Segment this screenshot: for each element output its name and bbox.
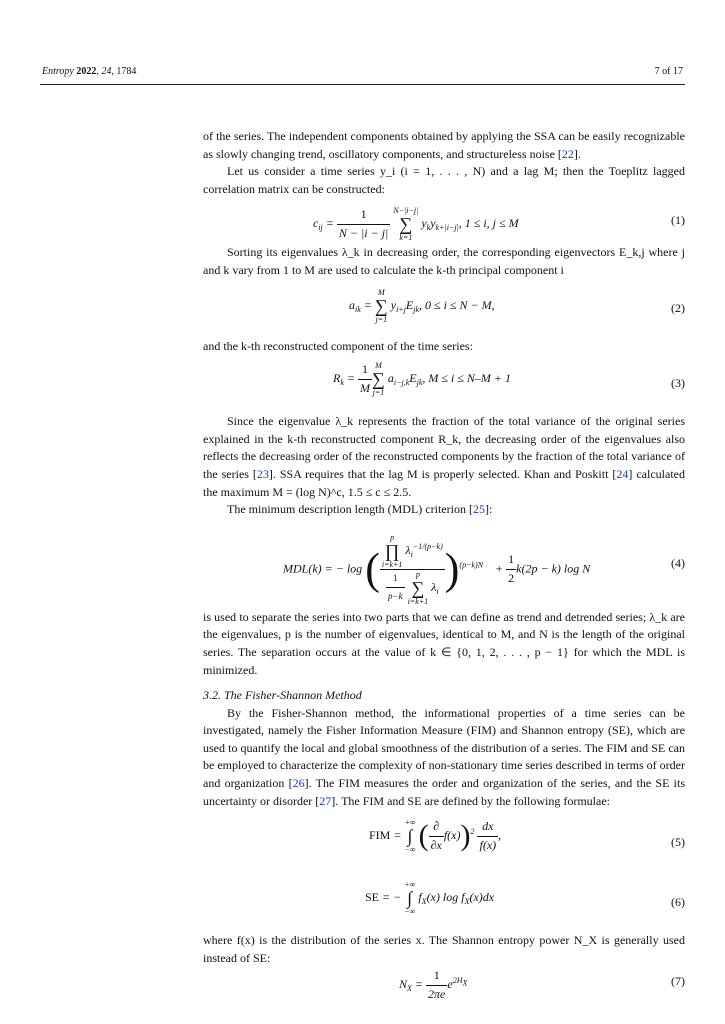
equation-number: (4) — [671, 555, 685, 570]
article-number: 1784 — [116, 66, 137, 77]
citation-link[interactable]: 22 — [561, 146, 574, 161]
paragraph-eigenvalues: Sorting its eigenvalues λ_k in decreasing order, the corresponding eigenvectors E_k,j where j and k vary from 1 to M are used to calculate the k-th principal component i — [203, 245, 685, 277]
citation-link[interactable]: 24 — [616, 466, 629, 481]
paragraph-entropy-power: where f(x) is the distribution of the series x. The Shannon entropy power N_X is generally used instead of SE: — [203, 933, 685, 965]
section-title: 3.2. The Fisher-Shannon Method — [203, 688, 362, 703]
citation-link[interactable]: 23 — [256, 466, 269, 481]
citation-link[interactable]: 25 — [472, 502, 485, 517]
equation-3: $R_k$ = $\frac{1}{M}$ M ∑ j=1 $a_{i-j,k}E_{jk}$, M ≤ i ≤ N–M + 1 (3) — [333, 361, 685, 398]
equation-5: FIM = +∞ ∫ −∞ ( $\frac{\partial}{\partial x}$ f(x))$^2$ $\frac{dx}{f(x)}$ , (5) — [369, 818, 685, 855]
paragraph-reconstructed: and the k-th reconstructed component of the time series: — [203, 338, 473, 353]
equation-number: (1) — [671, 213, 685, 228]
paragraph-variance: Since the eigenvalue λ_k represents the fraction of the total variance of the original series explained in the k-th reconstructed component R_k, the decreasing order of the eigenvalues also reflects the decreasing order of the reconstructed components by the fraction of the total variance of the series [23]. SSA requires that the lag M is properly selected. Khan and Poskitt [24] calculated the maximum M = (log N)^c, 1.5 ≤ c ≤ 2.5. — [203, 414, 685, 499]
equation-7: $N_X$ = $\frac{1}{2\pi e}$ $e^{2H_X}$ (7) — [399, 968, 685, 1002]
running-header — [40, 66, 685, 85]
journal-volume: 24 — [101, 66, 112, 77]
paragraph-mdl-intro: The minimum description length (MDL) criterion [25]: — [227, 502, 493, 517]
citation-link[interactable]: 26 — [292, 776, 305, 791]
paragraph-fisher-shannon: By the Fisher-Shannon method, the informational properties of a time series can be investigated, namely the Fisher Information Measure (FIM) and Shannon entropy (SE), which are used to quantify the local and global smoothness of the distribution of a series. The FIM and SE can be employed to characterize the complexity of non-stationary time series described in terms of order and organization [26]. The FIM measures the order and organization of the series, and the SE its uncertainty or disorder [27]. The FIM and SE are defined by the following formulae: — [203, 705, 685, 808]
equation-number: (2) — [671, 300, 685, 315]
equation-2: $a_{ik}$ = M ∑ j=1 $y_{i+j}E_{jk}$, 0 ≤ i ≤ N − M, (2) — [349, 287, 685, 324]
article-body — [203, 128, 685, 1001]
equation-number: (6) — [671, 895, 685, 910]
paragraph-mdl-separation: is used to separate the series into two parts that we can define as trend and detrended series; λ_k are the eigenvalues, p is the number of eigenvalues, identical to M, and N is the length of the original series. The separation occurs at the value of k ∈ {0, 1, 2, . . . , p − 1} for which the MDL is minimized. — [203, 609, 685, 677]
journal-name: Entropy — [42, 66, 74, 77]
equation-number: (3) — [671, 376, 685, 391]
equation-1: $c_{ij}$ = $\frac{1}{N - |i - j|}$ N−|i−j| ∑ k=1 $y_ky_{k+|i-j|}$, 1 ≤ i, j ≤ M (1) — [313, 206, 685, 243]
paragraph-time-series: Let us consider a time series y_i (i = 1, . . . , N) and a lag M; then the Toeplitz lagged correlation matrix can be constructed: — [203, 164, 685, 196]
journal-year: 2022 — [76, 66, 97, 77]
equation-number: (7) — [671, 974, 685, 989]
citation-link[interactable]: 27 — [319, 793, 332, 808]
equation-number: (5) — [671, 835, 685, 850]
page-number: 7 of 17 — [654, 66, 683, 77]
equation-4: MDL(k) = − log ( p ∏ i=k+1 $\lambda_i^{-1/(p-k)}$ $\frac{1}{p-k}$ p ∑ i=k+1 $\lambda_i$ )$^{(p-k)N}$ + $\frac{1}{2}$ k(2p − k) log N (4) — [283, 532, 685, 606]
journal-citation: Entropy 2022, 24, 1784 — [42, 66, 137, 77]
equation-6: SE = − +∞ ∫ −∞ $f_X(x)$ $\log f_X(x)dx$ (6) — [365, 880, 685, 917]
paragraph-ssa-components: of the series. The independent components obtained by applying the SSA can be easily recognizable as slowly changing trend, oscillatory components, and structureless noise [22]. — [203, 129, 685, 161]
